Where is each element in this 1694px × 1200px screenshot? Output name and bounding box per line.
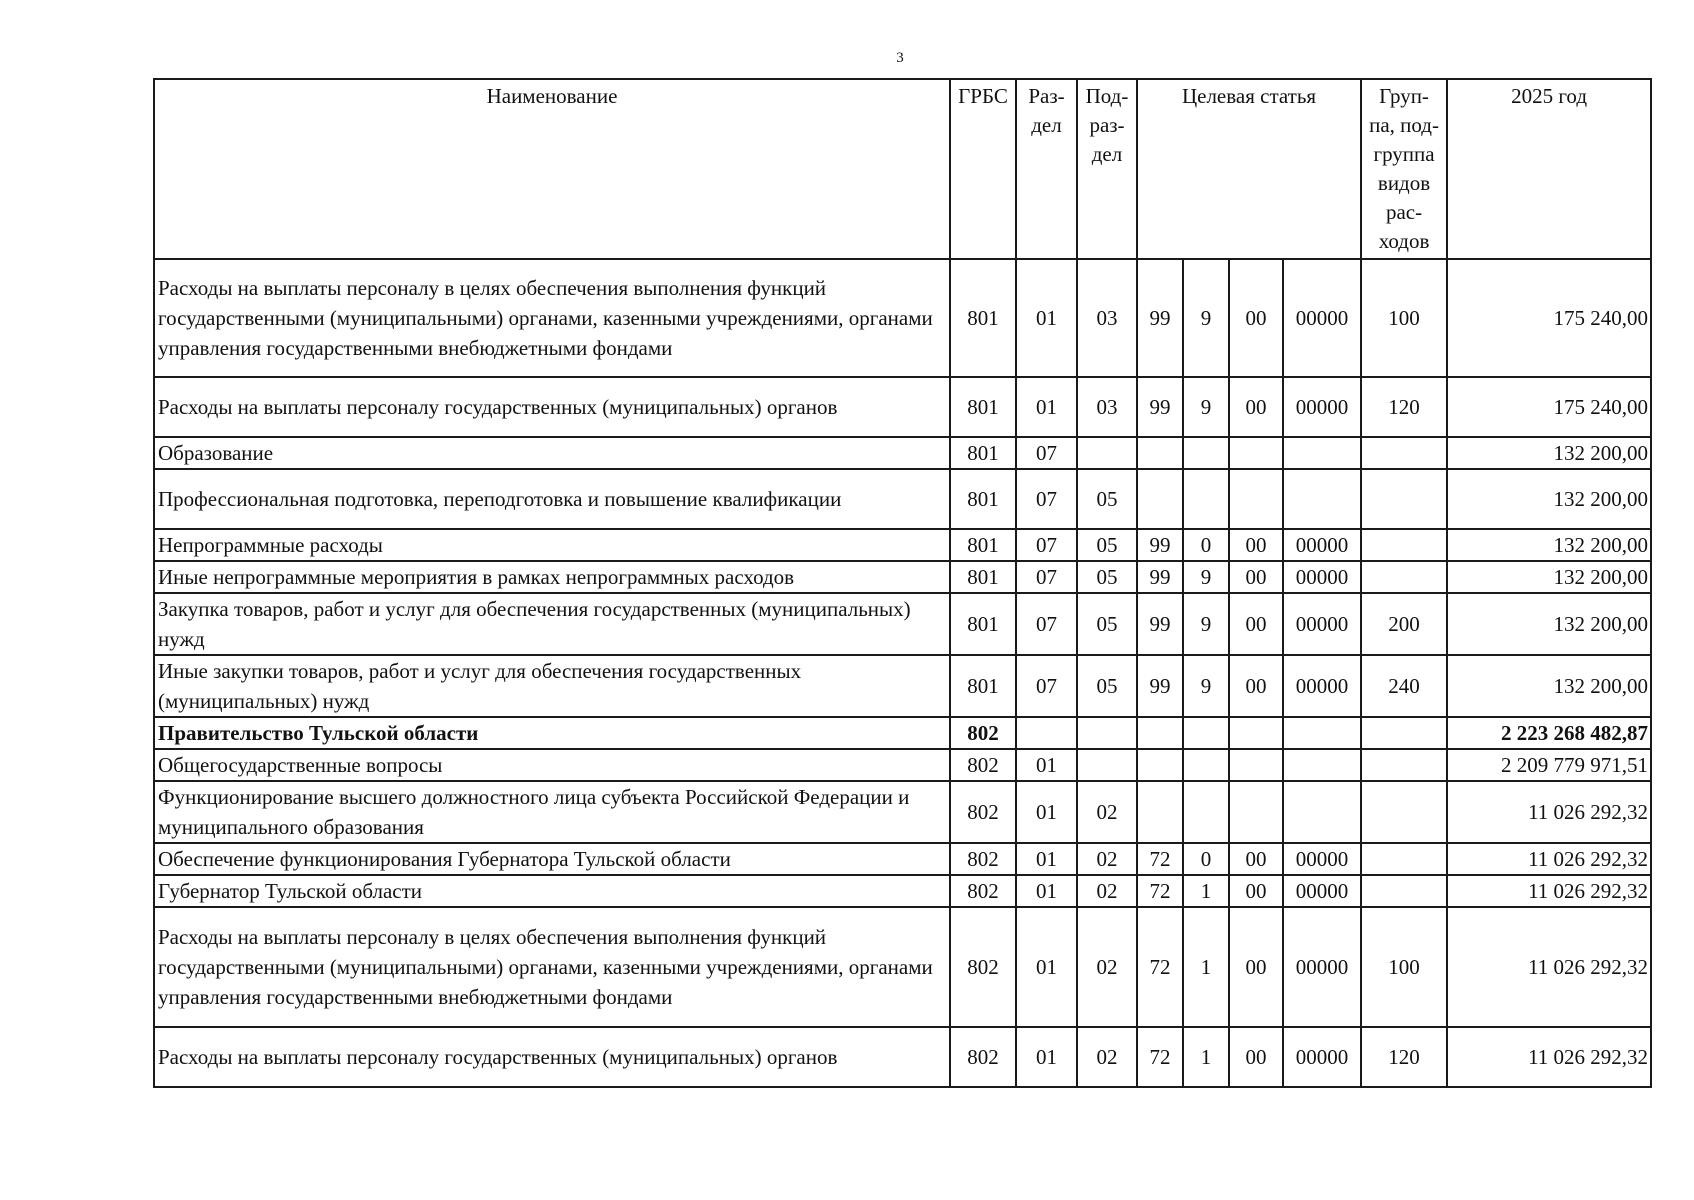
- cell-podrazdel: 02: [1077, 781, 1137, 843]
- header-grbs: ГРБС: [950, 79, 1016, 259]
- cell-grbs: 801: [950, 561, 1016, 593]
- cell-target-program: 99: [1137, 655, 1183, 717]
- cell-name: Расходы на выплаты персоналу государственных (муниципальных) органов: [154, 377, 950, 437]
- cell-expense-type: 120: [1361, 377, 1447, 437]
- cell-target-subprogram: [1183, 437, 1229, 469]
- cell-expense-type: [1361, 561, 1447, 593]
- cell-razdel: 01: [1016, 1027, 1077, 1087]
- cell-target-program: [1137, 437, 1183, 469]
- cell-target-direction: 00: [1229, 259, 1283, 377]
- cell-amount: 132 200,00: [1447, 561, 1651, 593]
- cell-target-program: [1137, 781, 1183, 843]
- cell-target-program: 99: [1137, 593, 1183, 655]
- cell-target-subprogram: 9: [1183, 655, 1229, 717]
- cell-name: Иные закупки товаров, работ и услуг для обеспечения государственных (муниципальных) нужд: [154, 655, 950, 717]
- cell-target-direction: 00: [1229, 875, 1283, 907]
- cell-target-subprogram: 1: [1183, 907, 1229, 1027]
- cell-target-code: 00000: [1283, 377, 1361, 437]
- cell-target-subprogram: 1: [1183, 875, 1229, 907]
- cell-expense-type: 100: [1361, 907, 1447, 1027]
- cell-grbs: 802: [950, 907, 1016, 1027]
- table-row: [154, 1027, 1651, 1087]
- cell-amount: 132 200,00: [1447, 655, 1651, 717]
- cell-target-code: 00000: [1283, 1027, 1361, 1087]
- cell-amount: 132 200,00: [1447, 469, 1651, 529]
- cell-expense-type: [1361, 843, 1447, 875]
- cell-target-program: [1137, 469, 1183, 529]
- cell-name: Иные непрограммные мероприятия в рамках непрограммных расходов: [154, 561, 950, 593]
- cell-target-subprogram: 9: [1183, 259, 1229, 377]
- cell-target-subprogram: 0: [1183, 529, 1229, 561]
- cell-target-code: [1283, 469, 1361, 529]
- cell-target-subprogram: [1183, 749, 1229, 781]
- cell-grbs: 802: [950, 781, 1016, 843]
- table-row: [154, 529, 1651, 561]
- cell-target-direction: 00: [1229, 561, 1283, 593]
- cell-name: Образование: [154, 437, 950, 469]
- cell-razdel: 07: [1016, 437, 1077, 469]
- cell-target-direction: [1229, 469, 1283, 529]
- cell-amount: 11 026 292,32: [1447, 781, 1651, 843]
- cell-expense-type: 100: [1361, 259, 1447, 377]
- cell-grbs: 802: [950, 749, 1016, 781]
- cell-razdel: 07: [1016, 561, 1077, 593]
- table-row: [154, 437, 1651, 469]
- cell-target-subprogram: 9: [1183, 377, 1229, 437]
- cell-podrazdel: 03: [1077, 259, 1137, 377]
- cell-amount: 175 240,00: [1447, 259, 1651, 377]
- cell-target-program: 72: [1137, 843, 1183, 875]
- cell-razdel: 07: [1016, 593, 1077, 655]
- cell-name: Общегосударственные вопросы: [154, 749, 950, 781]
- cell-podrazdel: [1077, 437, 1137, 469]
- cell-expense-type: [1361, 875, 1447, 907]
- cell-name: Расходы на выплаты персоналу в целях обеспечения выполнения функций государственными (муниципальными) органами, казенными учреждениями, органами управления государственными внебюджетными фондами: [154, 907, 950, 1027]
- cell-expense-type: [1361, 529, 1447, 561]
- cell-target-code: [1283, 437, 1361, 469]
- cell-name: Расходы на выплаты персоналу в целях обеспечения выполнения функций государственными (муниципальными) органами, казенными учреждениями, органами управления государственными внебюджетными фондами: [154, 259, 950, 377]
- cell-target-subprogram: 9: [1183, 593, 1229, 655]
- cell-razdel: 01: [1016, 843, 1077, 875]
- cell-podrazdel: 05: [1077, 561, 1137, 593]
- header-podrazdel: Под- раз- дел: [1077, 79, 1137, 259]
- table-header-row: [154, 79, 1651, 259]
- cell-target-program: 72: [1137, 907, 1183, 1027]
- cell-expense-type: 240: [1361, 655, 1447, 717]
- cell-target-program: [1137, 749, 1183, 781]
- cell-target-direction: 00: [1229, 843, 1283, 875]
- table-row: [154, 655, 1651, 717]
- cell-target-direction: [1229, 437, 1283, 469]
- cell-razdel: 07: [1016, 655, 1077, 717]
- cell-target-subprogram: [1183, 469, 1229, 529]
- cell-expense-type: [1361, 717, 1447, 749]
- header-target-article: Целевая статья: [1137, 79, 1361, 259]
- cell-podrazdel: [1077, 717, 1137, 749]
- cell-target-direction: 00: [1229, 1027, 1283, 1087]
- cell-expense-type: 200: [1361, 593, 1447, 655]
- cell-razdel: [1016, 717, 1077, 749]
- cell-amount: 132 200,00: [1447, 593, 1651, 655]
- header-year: 2025 год: [1447, 79, 1651, 259]
- cell-name: Функционирование высшего должностного лица субъекта Российской Федерации и муниципального образования: [154, 781, 950, 843]
- cell-target-direction: [1229, 749, 1283, 781]
- cell-target-direction: [1229, 781, 1283, 843]
- cell-expense-type: [1361, 469, 1447, 529]
- cell-podrazdel: 02: [1077, 907, 1137, 1027]
- cell-expense-type: [1361, 437, 1447, 469]
- cell-target-program: 99: [1137, 529, 1183, 561]
- cell-razdel: 01: [1016, 749, 1077, 781]
- cell-name: Губернатор Тульской области: [154, 875, 950, 907]
- cell-expense-type: [1361, 749, 1447, 781]
- table-row: [154, 907, 1651, 1027]
- cell-target-direction: 00: [1229, 907, 1283, 1027]
- cell-podrazdel: 02: [1077, 1027, 1137, 1087]
- cell-expense-type: [1361, 781, 1447, 843]
- cell-target-code: 00000: [1283, 561, 1361, 593]
- cell-grbs: 801: [950, 377, 1016, 437]
- header-razdel: Раз- дел: [1016, 79, 1077, 259]
- cell-amount: 132 200,00: [1447, 437, 1651, 469]
- cell-target-subprogram: [1183, 781, 1229, 843]
- cell-name: Профессиональная подготовка, переподготовка и повышение квалификации: [154, 469, 950, 529]
- cell-grbs: 801: [950, 655, 1016, 717]
- table-row: [154, 749, 1651, 781]
- cell-podrazdel: 05: [1077, 655, 1137, 717]
- cell-amount: 2 209 779 971,51: [1447, 749, 1651, 781]
- cell-podrazdel: 05: [1077, 593, 1137, 655]
- header-expense-group: Груп- па, под- группа видов рас- ходов: [1361, 79, 1447, 259]
- cell-podrazdel: 02: [1077, 843, 1137, 875]
- cell-target-code: 00000: [1283, 907, 1361, 1027]
- cell-grbs: 802: [950, 843, 1016, 875]
- cell-amount: 132 200,00: [1447, 529, 1651, 561]
- cell-target-code: 00000: [1283, 259, 1361, 377]
- cell-target-direction: 00: [1229, 655, 1283, 717]
- cell-expense-type: 120: [1361, 1027, 1447, 1087]
- cell-razdel: 01: [1016, 875, 1077, 907]
- cell-razdel: 01: [1016, 907, 1077, 1027]
- cell-target-code: 00000: [1283, 529, 1361, 561]
- cell-grbs: 802: [950, 875, 1016, 907]
- cell-target-direction: 00: [1229, 377, 1283, 437]
- cell-target-code: 00000: [1283, 593, 1361, 655]
- cell-target-direction: [1229, 717, 1283, 749]
- cell-target-code: [1283, 749, 1361, 781]
- cell-grbs: 802: [950, 717, 1016, 749]
- cell-grbs: 801: [950, 259, 1016, 377]
- cell-amount: 175 240,00: [1447, 377, 1651, 437]
- cell-amount: 11 026 292,32: [1447, 1027, 1651, 1087]
- cell-target-code: 00000: [1283, 655, 1361, 717]
- cell-target-direction: 00: [1229, 529, 1283, 561]
- table-row: [154, 469, 1651, 529]
- table-row: [154, 593, 1651, 655]
- page-number: 3: [896, 50, 904, 66]
- cell-target-code: 00000: [1283, 843, 1361, 875]
- cell-grbs: 802: [950, 1027, 1016, 1087]
- cell-target-subprogram: 9: [1183, 561, 1229, 593]
- cell-target-direction: 00: [1229, 593, 1283, 655]
- cell-target-subprogram: 1: [1183, 1027, 1229, 1087]
- table-row: [154, 843, 1651, 875]
- cell-name: Правительство Тульской области: [154, 717, 950, 749]
- cell-name: Расходы на выплаты персоналу государственных (муниципальных) органов: [154, 1027, 950, 1087]
- cell-razdel: 01: [1016, 377, 1077, 437]
- table-row: [154, 259, 1651, 377]
- cell-target-program: 99: [1137, 259, 1183, 377]
- cell-target-program: 99: [1137, 561, 1183, 593]
- cell-target-code: [1283, 781, 1361, 843]
- cell-razdel: 07: [1016, 469, 1077, 529]
- cell-grbs: 801: [950, 469, 1016, 529]
- table-row: [154, 377, 1651, 437]
- cell-target-program: 72: [1137, 875, 1183, 907]
- cell-target-program: [1137, 717, 1183, 749]
- cell-razdel: 01: [1016, 259, 1077, 377]
- cell-target-code: [1283, 717, 1361, 749]
- budget-table: [153, 78, 1652, 1088]
- cell-name: Обеспечение функционирования Губернатора Тульской области: [154, 843, 950, 875]
- cell-target-subprogram: 0: [1183, 843, 1229, 875]
- cell-podrazdel: [1077, 749, 1137, 781]
- cell-target-program: 99: [1137, 377, 1183, 437]
- table-row: [154, 781, 1651, 843]
- cell-target-program: 72: [1137, 1027, 1183, 1087]
- table-row: [154, 717, 1651, 749]
- cell-name: Закупка товаров, работ и услуг для обеспечения государственных (муниципальных) нужд: [154, 593, 950, 655]
- cell-amount: 11 026 292,32: [1447, 843, 1651, 875]
- cell-grbs: 801: [950, 529, 1016, 561]
- table-row: [154, 875, 1651, 907]
- cell-podrazdel: 05: [1077, 469, 1137, 529]
- cell-target-code: 00000: [1283, 875, 1361, 907]
- cell-podrazdel: 05: [1077, 529, 1137, 561]
- table-row: [154, 561, 1651, 593]
- cell-amount: 11 026 292,32: [1447, 907, 1651, 1027]
- cell-amount: 2 223 268 482,87: [1447, 717, 1651, 749]
- cell-grbs: 801: [950, 437, 1016, 469]
- cell-podrazdel: 03: [1077, 377, 1137, 437]
- cell-grbs: 801: [950, 593, 1016, 655]
- cell-amount: 11 026 292,32: [1447, 875, 1651, 907]
- header-name: Наименование: [154, 79, 950, 259]
- cell-podrazdel: 02: [1077, 875, 1137, 907]
- cell-razdel: 01: [1016, 781, 1077, 843]
- cell-name: Непрограммные расходы: [154, 529, 950, 561]
- cell-target-subprogram: [1183, 717, 1229, 749]
- cell-razdel: 07: [1016, 529, 1077, 561]
